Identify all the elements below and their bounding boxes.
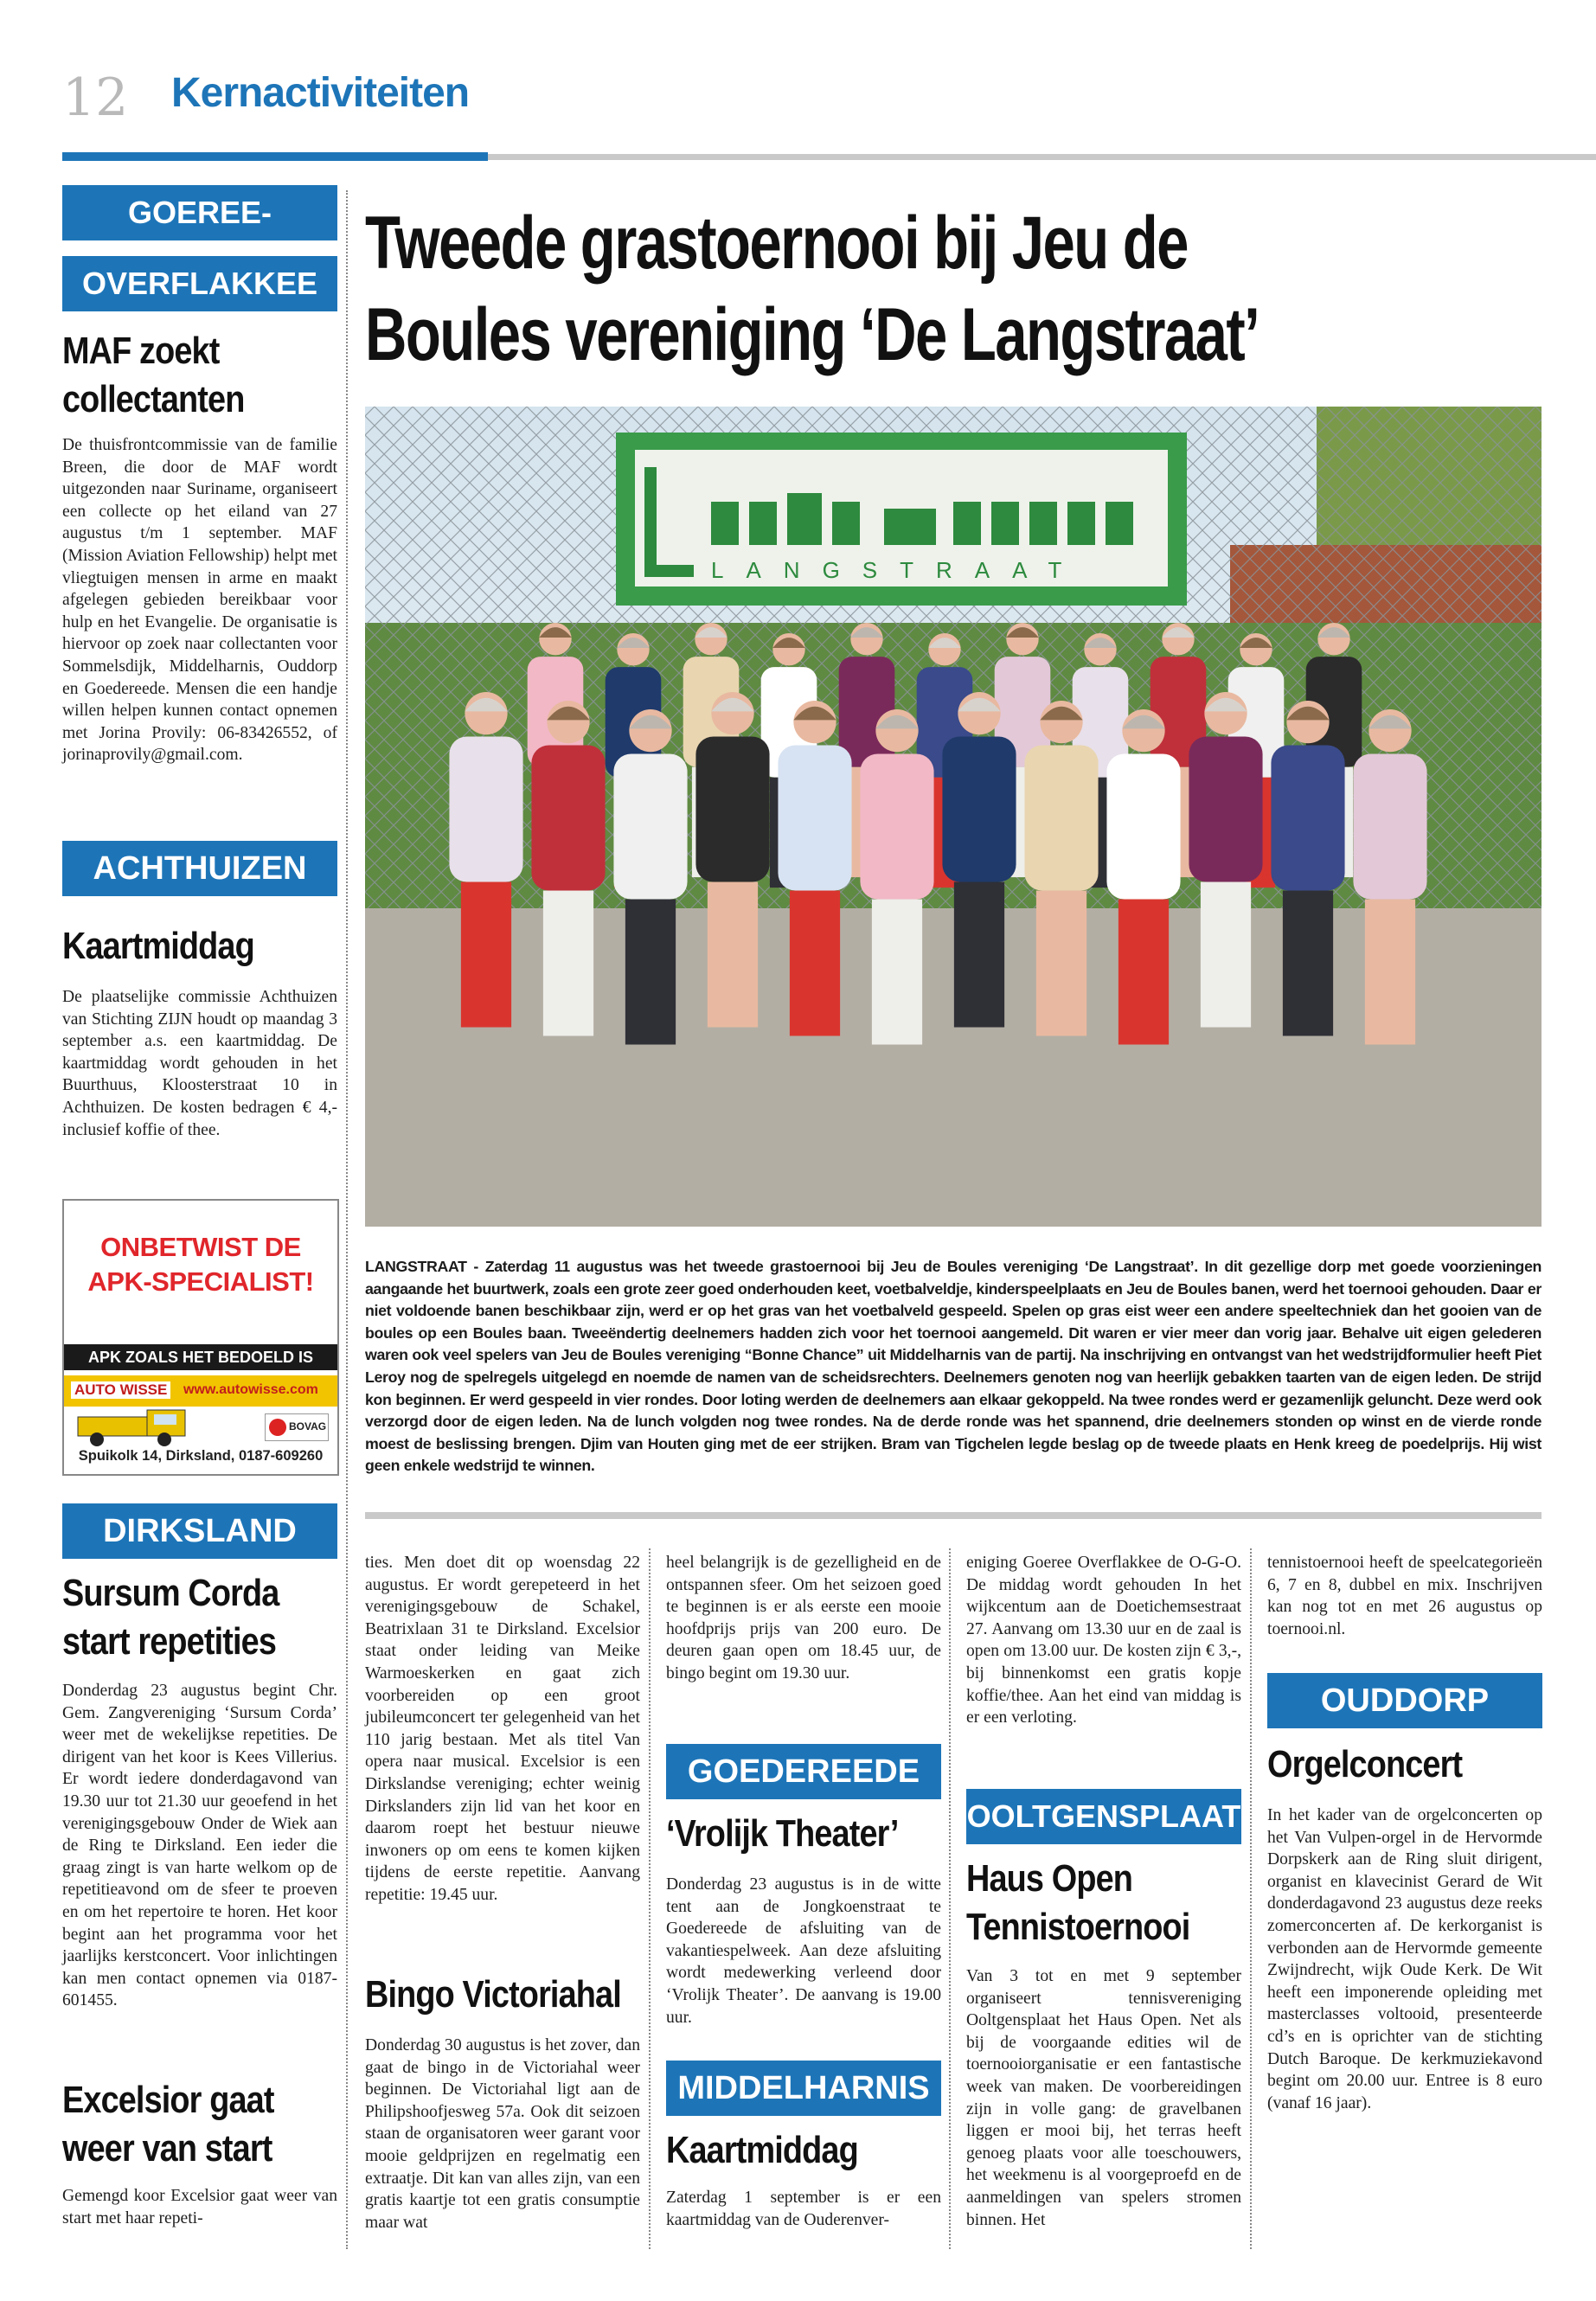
- ad-address: Spuikolk 14, Dirksland, 0187-609260: [78, 1448, 324, 1464]
- article-headline: ‘Vrolijk Theater’: [666, 1812, 899, 1855]
- article-headline: Bingo Victoriahal: [365, 1973, 621, 2016]
- ad-url: www.autowisse.com: [183, 1382, 318, 1397]
- ad-logo-bar: [64, 1375, 337, 1407]
- advertisement[interactable]: [62, 1199, 339, 1476]
- article-body: Donderdag 23 augustus is in de witte tent aan de Jongkoenstraat te Goedereede de afsluiting van de vakantiespelweek. Aan deze afsluiting wordt medewerking verleend door ‘Vrolijk Theater’. De aanvang is 19.00 uur.: [666, 1875, 941, 2027]
- article-body: Donderdag 30 augustus is het zover, dan gaat de bingo in de Victoriahal weer beginnen. De Victoriahal ligt aan de Philipshoofjesweg 57a. Ook dit seizoen staan de organisatoren weer garant voor mooie geldprijzen en regelmatig een extraatje. Dit kan van alles zijn, van een gratis kaartje tot een gratis consumptie maar wat: [365, 2036, 640, 2232]
- region-tag-achthuizen: [62, 841, 337, 896]
- headline-line: Sursum Corda: [62, 1572, 279, 1614]
- header-rule-gray: [488, 154, 1596, 160]
- tag-text: DIRKSLAND: [103, 1513, 297, 1549]
- tow-truck-icon: [74, 1408, 204, 1448]
- headline-line: Boules vereniging ‘De Langstraat’: [365, 293, 1259, 376]
- tag-text: OOLTGENSPLAAT: [966, 1798, 1241, 1834]
- region-tag-middelharnis: [666, 2061, 941, 2116]
- article-body: Donderdag 23 augustus begint Chr. Gem. Zangvereniging ‘Sursum Corda’ weer met de wekelijkse repetities. De dirigent van het koor is Kees Villerius. Er wordt iedere donderdagavond van 19.30 uur tot 21.30 uur geoefend in het verenigingsgebouw Onder de Wiek aan de Ring te Dirksland. Een ieder die graag zingt is van harte welkom op de repetitieavond om de sfeer te proeven en om het repertoire te horen. Het koor begint aan het programma voor het jaarlijks kerstconcert. Voor inlichtingen kan men contact opnemen via 0187-601455.: [62, 1682, 337, 2010]
- headline-line: collectanten: [62, 378, 245, 420]
- region-tag-ouddorp: [1267, 1673, 1542, 1728]
- headline-line: Haus Open: [966, 1857, 1133, 1900]
- article-body: Zaterdag 1 september is er een kaartmiddag van de Ouderenver-: [666, 2189, 941, 2229]
- photo-caption: LANGSTRAAT - Zaterdag 11 augustus was het tweede grastoernooi bij Jeu de Boules vereniging ‘De Langstraat’. In dit gezellige dorp met goede voorzieningen aangaande het buurtwerk, zoals een grote zeer goed onderhouden keet, voetbalveldje, kinderspeelplaats en Jeu de Boules banen, werd het toernooi gehouden. Daar er niet voldoende banen beschikbaar zijn, werd er op het gras van het voetbalveld gespeeld. Spelen op gras eist weer een andere speeltechniek dan het gooien van de boules op een Boules baan. Tweeëndertig deelnemers hadden zich voor het toernooi aangemeld. Dit waren er vier meer dan vorig jaar. Behalve uit eigen gelederen waren ook veel spelers van Jeu de Boules vereniging “Bonne Chance” uit Middelharnis van de partij. Na inschrijving en ontvangst van het wedstrijdformulier heeft Piet Leroy nog de spelregels uitgelegd en noemde de namen van de scheidsrechters. Deelnemers genoten nog van heerlijk gebakken taarten van de eigen leden. De strijd kon beginnen. Er werd gespeeld in vier rondes. Door loting werden de deelnemers aan elkaar gekoppeld. Na twee rondes werd er gezamenlijk geluncht. Deze werd ook verzorgd door de eigen leden. Na de lunch volgden nog twee rondes. Na de derde ronde was het spannend, drie deelnemers stonden op winst en de vierde ronde moest de beslissing brengen. Djim van Houten ging met de eer strijken. Bram van Tigchelen legde beslag op de tweede plaats en Henk kreeg de poedelprijs. Hij wist geen enkele wedstrijd te winnen.: [365, 1258, 1542, 1475]
- banner-text: LANGSTRAAT: [711, 557, 1085, 583]
- headline-line: MAF zoekt: [62, 330, 220, 372]
- ad-strip: APK ZOALS HET BEDOELD IS: [64, 1344, 337, 1370]
- region-tag-ooltgensplaat: [966, 1789, 1241, 1844]
- photo-illustration: [365, 407, 1542, 1227]
- tag-text: GOEREE-: [127, 195, 272, 230]
- article-body: ties. Men doet dit op woensdag 22 augustus. Er wordt gerepeteerd in het verenigingsgebouw de Schakel, Beatrixlaan 31 te Dirksland. Excelsior staat onder leiding van Meike Warmoeskerken en gaat zich voorbereiden op een groot jubileumconcert ter gelegenheid van het 110 jarig bestaan. Met als titel Van opera naar musical. Excelsior is een Dirkslandse vereniging; echter weinig Dirkslanders zijn lid van het koor en daarom roept het bestuur nieuwe inwoners op om eens te komen kijken tijdens de eerste repetitie. Aanvang repetitie: 19.45 uur.: [365, 1554, 640, 1904]
- article-body: De thuisfrontcommissie van de familie Breen, die door de MAF wordt uitgezonden naar Suriname, organiseert een collecte op het eiland van 27 augustus t/m 1 september. MAF (Mission Aviation Fellowship) helpt met vliegtuigen mensen in arme en maakt afgelegen gebieden bereikbaar voor hulp en het Evangelie. De organisatie is hiervoor op zoek naar collectanten voor Sommelsdijk, Middelharnis, Ouddorp en Goedereede. Mensen die een handje willen helpen kunnen contact opnemen met Jorina Provily: 06-83426552, of jorinaprovily@gmail.com.: [62, 436, 337, 765]
- article-body: tennistoernooi heeft de speelcategorieën 6, 7 en 8, dubbel en mix. Inschrijven kan nog tot en met 26 augustus op toernooi.nl.: [1267, 1554, 1542, 1638]
- ad-headline: [64, 1230, 337, 1299]
- column-divider: [1250, 1548, 1252, 2249]
- page-number: 12: [62, 67, 129, 128]
- region-tag-overflakkee: [62, 256, 337, 311]
- tag-text: GOEDEREEDE: [687, 1753, 920, 1790]
- article-headline: Kaartmiddag: [666, 2129, 858, 2171]
- article-headline: [966, 1855, 1189, 1952]
- article-body: heel belangrijk is de gezelligheid en de ontspannen sfeer. Om het seizoen goed te beginnen is er als eerste een mooie hoofdprijs prijs van 200 euro. De deuren gaan open om 18.45 uur, de bingo begint om 19.30 uur.: [666, 1554, 941, 1682]
- article-headline: [62, 327, 244, 424]
- article-headline: [62, 1569, 279, 1666]
- ad-line: ONBETWIST DE: [100, 1232, 301, 1262]
- column-divider: [346, 190, 348, 2249]
- region-tag-goeree: [62, 185, 337, 240]
- headline-line: Tennistoernooi: [966, 1906, 1190, 1948]
- ad-line: APK-SPECIALIST!: [87, 1266, 314, 1297]
- region-tag-dirksland: [62, 1503, 337, 1559]
- column-divider: [949, 1548, 951, 2249]
- section-title: Kernactiviteiten: [171, 70, 470, 116]
- tag-text: MIDDELHARNIS: [677, 2070, 930, 2106]
- headline-line: start repetities: [62, 1620, 277, 1663]
- article-body: Van 3 tot en met 9 september organiseert tennisvereniging Ooltgensplaat het Haus Open. Net als bij de voorgaande edities wil de toernooiorganisatie er een fantastische week van maken. De voorbereidingen zijn in volle gang: de gravelbanen liggen er mooi bij, het terras heeft genoeg plaats voor alle toeschouwers, het weekmenu is al voorgeproefd en de aanmeldingen van spelers stromen binnen. Het: [966, 1967, 1241, 2229]
- headline-line: weer van start: [62, 2127, 272, 2170]
- article-rule: [365, 1512, 1542, 1519]
- article-headline: Orgelconcert: [1267, 1743, 1463, 1785]
- article-headline: Kaartmiddag: [62, 925, 254, 967]
- tag-text: ACHTHUIZEN: [93, 850, 307, 887]
- region-tag-goedereede: [666, 1744, 941, 1799]
- tag-text: OVERFLAKKEE: [81, 266, 318, 301]
- article-headline: [62, 2076, 274, 2173]
- article-body: In het kader van de orgelconcerten op het Van Vulpen-orgel in de Hervormde Dorpskerk aan de Ring sluit dirigent, organist en klavecinist Gerard de Wit donderdagavond 23 augustus deze reeks zomerconcerten af. De kerkorganist is verbonden aan de Hervormde gemeente Zwijndrecht, wijk Oude Kerk. De Wit heeft een imponerende opleiding met masterclasses voltooid, presenteerde cd’s en is oprichter van de stichting Dutch Baroque. De kerkmuziekavond begint om 20.00 uur. Entree is 8 euro (vanaf 16 jaar).: [1267, 1806, 1542, 2112]
- article-body: De plaatselijke commissie Achthuizen van Stichting ZIJN houdt op maandag 3 september a.s. een kaartmiddag. De kaartmiddag wordt gehouden in het Buurthuus, Kloosterstraat 10 in Achthuizen. De kosten bedragen € 4,- inclusief koffie of thee.: [62, 988, 337, 1139]
- group-photo: [365, 407, 1542, 1227]
- bovag-label: BOVAG: [289, 1420, 327, 1433]
- header-rule: [62, 152, 488, 161]
- tag-text: OUDDORP: [1320, 1682, 1490, 1719]
- bovag-dot-icon: [269, 1419, 286, 1436]
- headline-line: Excelsior gaat: [62, 2079, 274, 2121]
- bovag-badge: [265, 1413, 329, 1441]
- ad-logo: AUTO WISSE: [71, 1381, 170, 1399]
- article-body: eniging Goeree Overflakkee de O-G-O. De middag wordt gehouden In het wijkcentum aan de Doetichemsestraat 27. Aanvang om 13.30 uur en de zaal is open om 13.00 uur. De kosten zijn € 3,-, bij binnenkomst een gratis kopje koffie/thee. Aan het eind van middag is er een verloting.: [966, 1554, 1241, 1727]
- headline-line: Tweede grastoernooi bij Jeu de: [365, 202, 1188, 285]
- main-headline: [365, 197, 1259, 381]
- article-body: Gemengd koor Excelsior gaat weer van start met haar repeti-: [62, 2187, 337, 2227]
- column-divider: [649, 1548, 651, 2249]
